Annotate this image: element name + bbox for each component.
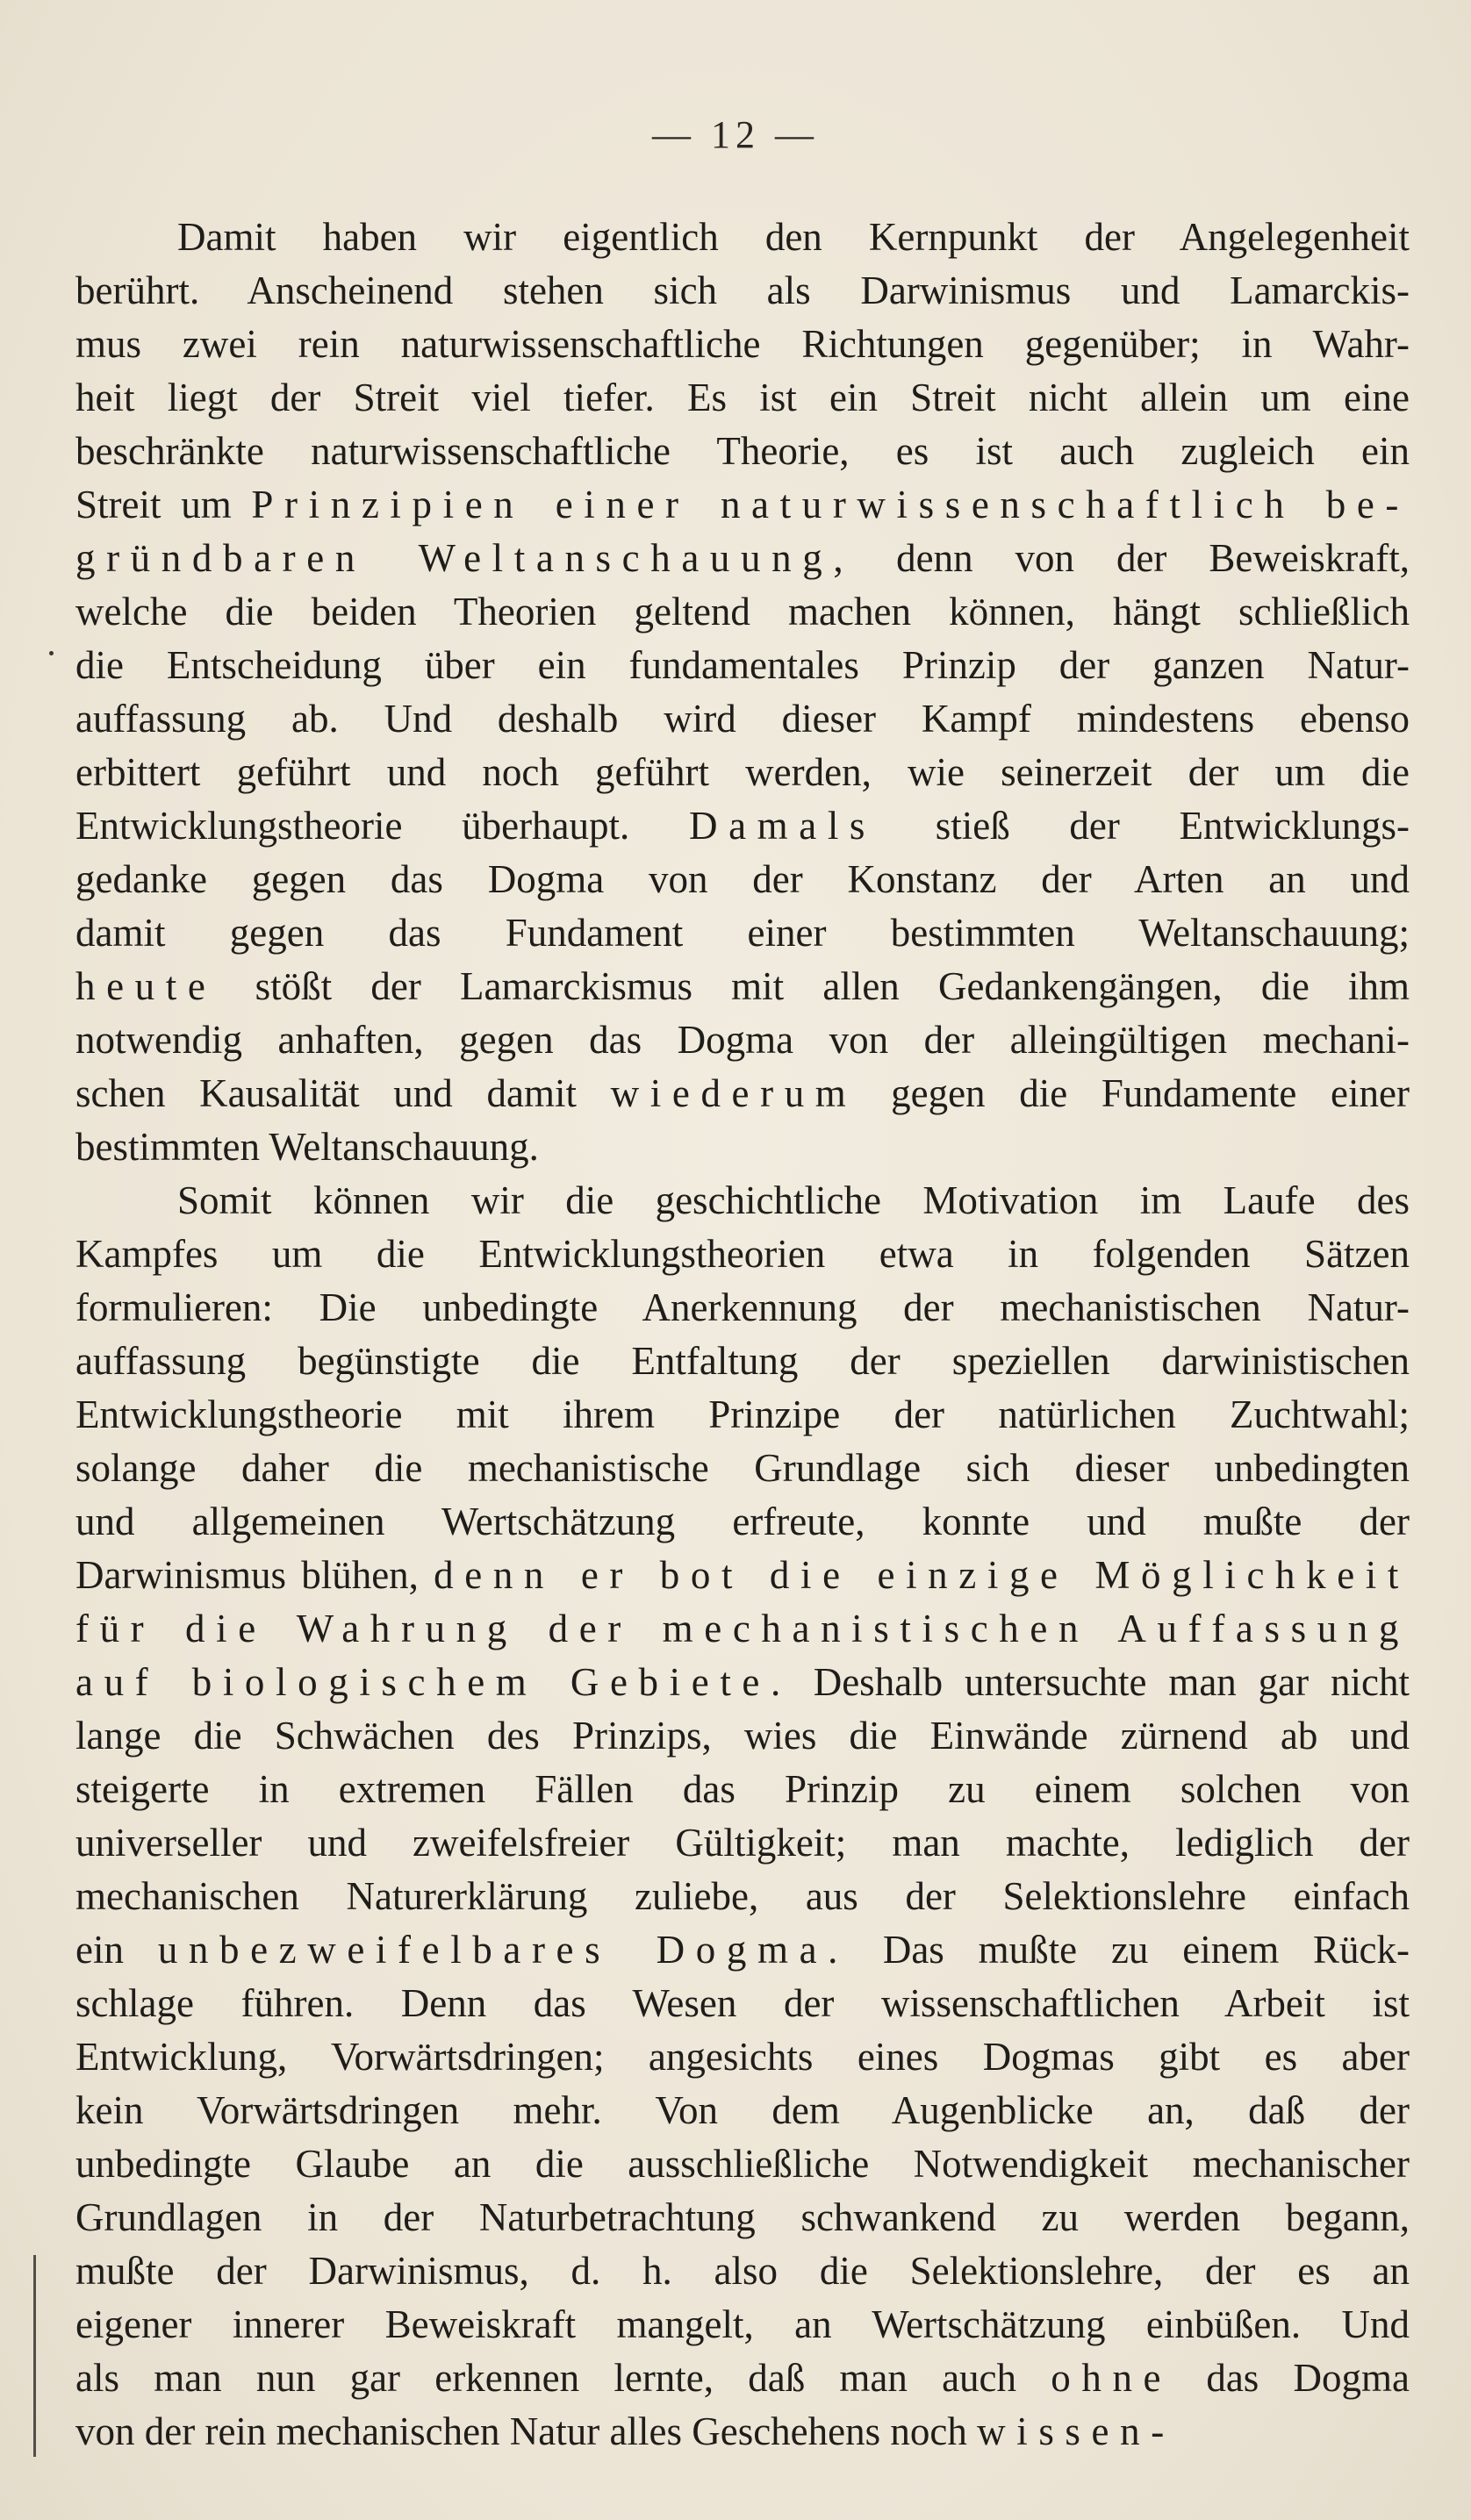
text-segment: Grundlagen in der Naturbetrachtung schwankend zu werden begann, <box>75 2195 1410 2239</box>
text-line <box>75 799 1410 853</box>
spaced-emphasis: für die Wahrung der mechanistischen Auffassung <box>75 1607 1410 1650</box>
text-line <box>75 425 1410 478</box>
text-line <box>75 532 1410 585</box>
text-segment: unbedingte Glaube an die ausschließliche Notwendigkeit mechanischer <box>75 2142 1410 2186</box>
text-segment: schlage führen. Denn das Wesen der wissenschaftlichen Arbeit ist <box>75 1981 1410 2025</box>
text-segment: die Entscheidung über ein fundamentales Prinzip der ganzen Natur- <box>75 643 1410 687</box>
text-segment: damit gegen das Fundament einer bestimmten Weltanschauung; <box>75 911 1410 955</box>
text-segment: eigener innerer Beweiskraft mangelt, an Wertschätzung einbüßen. Und <box>75 2302 1410 2346</box>
text-line <box>75 1870 1410 1923</box>
spaced-emphasis: gründbaren Weltanschauung, <box>75 536 855 580</box>
text-segment: das Dogma <box>1172 2356 1410 2400</box>
text-segment: solange daher die mechanistische Grundlage sich dieser unbedingten <box>75 1446 1410 1490</box>
text-segment: bestimmten Weltanschauung. <box>75 1125 539 1169</box>
text-line <box>75 1977 1410 2030</box>
text-segment: als man nun gar erkennen lernte, daß man auch <box>75 2356 1051 2400</box>
text-line <box>75 906 1410 960</box>
text-segment: auffassung ab. Und deshalb wird dieser Kampf mindestens ebenso <box>75 697 1410 741</box>
text-segment: steigerte in extremen Fällen das Prinzip zu einem solchen von <box>75 1767 1410 1811</box>
spaced-emphasis: denn er bot die einzige Möglichkeit <box>434 1553 1410 1597</box>
text-line <box>75 1388 1410 1442</box>
text-segment: Kampfes um die Entwicklungstheorien etwa in folgenden Sätzen <box>75 1232 1410 1276</box>
text-segment: notwendig anhaften, gegen das Dogma von der alleingültigen mechani- <box>75 1018 1410 1062</box>
text-segment: Darwinismus blühen, <box>75 1553 434 1597</box>
text-line <box>75 2030 1410 2084</box>
text-segment: stößt der Lamarckismus mit allen Gedankengängen, die ihm <box>216 964 1410 1008</box>
text-line <box>75 1442 1410 1495</box>
text-line <box>75 1281 1410 1335</box>
spaced-emphasis: heute <box>75 964 217 1008</box>
text-segment: gedanke gegen das Dogma von der Konstanz der Arten an und <box>75 857 1410 901</box>
text-line <box>75 2298 1410 2352</box>
text-segment: Damit haben wir eigentlich den Kernpunkt der Angelegenheit <box>177 215 1410 259</box>
text-line <box>75 264 1410 318</box>
text-line <box>75 853 1410 906</box>
text-line <box>75 1228 1410 1281</box>
text-line <box>75 1067 1410 1120</box>
text-segment: denn von der Beweiskraft, <box>854 536 1410 580</box>
text-line <box>75 2405 1410 2459</box>
text-line <box>75 1013 1410 1067</box>
text-segment: gegen die Fundamente einer <box>857 1071 1410 1115</box>
text-segment: Deshalb untersuchte man gar nicht <box>791 1660 1410 1704</box>
text-segment: auffassung begünstigte die Entfaltung der speziellen darwinistischen <box>75 1339 1410 1383</box>
text-line <box>75 2191 1410 2244</box>
text-segment: mußte der Darwinismus, d. h. also die Selektionslehre, der es an <box>75 2249 1410 2293</box>
text-segment: kein Vorwärtsdringen mehr. Von dem Augenblicke an, daß der <box>75 2088 1410 2132</box>
text-segment: erbittert geführt und noch geführt werden, wie seinerzeit der um die <box>75 750 1410 794</box>
text-segment: stieß der Entwicklungs- <box>876 804 1410 848</box>
text-line <box>75 1656 1410 1709</box>
text-line <box>75 2137 1410 2191</box>
text-segment: Entwicklungstheorie überhaupt. <box>75 804 689 848</box>
spaced-emphasis: Prinzipien einer naturwissenschaftlich be- <box>251 483 1410 526</box>
spaced-emphasis: wissen- <box>977 2409 1175 2453</box>
text-segment: beschränkte naturwissenschaftliche Theorie, es ist auch zugleich ein <box>75 429 1410 473</box>
text-line <box>75 1495 1410 1549</box>
paragraph <box>75 1174 1410 2459</box>
text-segment: Das mußte zu einem Rück- <box>849 1928 1410 1972</box>
text-line <box>75 211 1410 264</box>
text-line <box>75 318 1410 371</box>
text-segment: Streit um <box>75 483 252 526</box>
text-segment: universeller und zweifelsfreier Gültigkeit; man machte, lediglich der <box>75 1821 1410 1865</box>
text-line <box>75 478 1410 532</box>
text-line <box>75 1602 1410 1656</box>
text-segment: mechanischen Naturerklärung zuliebe, aus der Selektionslehre einfach <box>75 1874 1410 1918</box>
text-line <box>75 1763 1410 1816</box>
spaced-emphasis: Damals <box>688 804 877 848</box>
text-line <box>75 960 1410 1013</box>
text-segment: mus zwei rein naturwissenschaftliche Richtungen gegenüber; in Wahr- <box>75 322 1410 366</box>
paragraph <box>75 211 1410 1174</box>
spaced-emphasis: ohne <box>1051 2356 1173 2400</box>
text-line <box>75 1923 1410 1977</box>
text-line <box>75 746 1410 799</box>
spaced-emphasis: auf biologischem Gebiete. <box>75 1660 792 1704</box>
text-line <box>75 1816 1410 1870</box>
text-segment: schen Kausalität und damit <box>75 1071 611 1115</box>
text-segment: Entwicklung, Vorwärtsdringen; angesichts eines Dogmas gibt es aber <box>75 2035 1410 2079</box>
text-segment: berührt. Anscheinend stehen sich als Darwinismus und Lamarckis- <box>75 268 1410 312</box>
spaced-emphasis: wiederum <box>610 1071 857 1115</box>
text-segment: welche die beiden Theorien geltend machen können, hängt schließlich <box>75 590 1410 634</box>
text-line <box>75 1335 1410 1388</box>
text-segment: heit liegt der Streit viel tiefer. Es ist ein Streit nicht allein um eine <box>75 376 1410 419</box>
text-segment: Entwicklungstheorie mit ihrem Prinzipe der natürlichen Zuchtwahl; <box>75 1392 1410 1436</box>
text-line <box>75 1709 1410 1763</box>
text-segment: und allgemeinen Wertschätzung erfreute, konnte und mußte der <box>75 1500 1410 1543</box>
text-line <box>75 639 1410 692</box>
text-line <box>75 2084 1410 2137</box>
margin-pencil-mark <box>33 2255 36 2457</box>
text-line <box>75 371 1410 425</box>
text-line <box>75 692 1410 746</box>
text-segment: von der rein mechanischen Natur alles Geschehens noch <box>75 2409 978 2453</box>
ink-speck <box>49 651 54 655</box>
text-segment: ein <box>75 1928 158 1972</box>
text-segment: lange die Schwächen des Prinzips, wies die Einwände zürnend ab und <box>75 1714 1410 1758</box>
text-line <box>75 585 1410 639</box>
text-segment: Somit können wir die geschichtliche Motivation im Laufe des <box>177 1178 1410 1222</box>
text-line <box>75 1549 1410 1602</box>
text-line <box>75 2352 1410 2405</box>
text-line <box>75 1120 1410 1174</box>
text-line <box>75 1174 1410 1228</box>
spaced-emphasis: unbezweifelbares Dogma. <box>157 1928 849 1972</box>
page-number: — 12 — <box>652 113 819 156</box>
text-line <box>75 2244 1410 2298</box>
body-text <box>75 211 1410 2459</box>
text-segment: formulieren: Die unbedingte Anerkennung der mechanistischen Natur- <box>75 1285 1410 1329</box>
